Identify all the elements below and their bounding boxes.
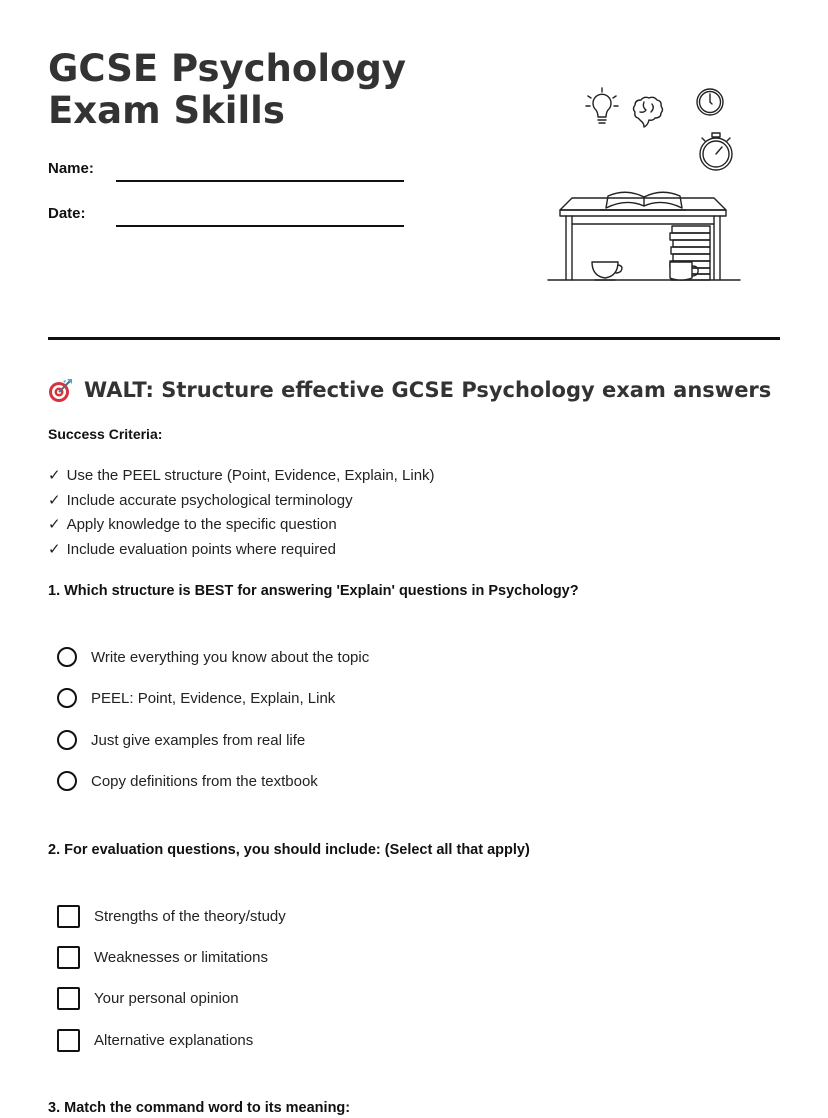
checkmark-icon: ✓: [48, 467, 61, 484]
lightbulb-icon: [586, 88, 618, 123]
criteria-item: ✓ Use the PEEL structure (Point, Evidence, Explain, Link): [48, 467, 435, 484]
q1-option-4[interactable]: Copy definitions from the textbook: [57, 768, 318, 794]
coffee-mug-icon: [670, 262, 698, 280]
success-criteria-title: Success Criteria:: [48, 426, 163, 442]
walt-heading: [48, 374, 771, 406]
study-desk-illustration: [540, 84, 750, 284]
worksheet-title: GCSE Psychology Exam Skills: [48, 47, 407, 132]
desk-icon: [548, 198, 740, 280]
question-1-text: 1. Which structure is BEST for answering 'Explain' questions in Psychology?: [48, 583, 579, 599]
checkmark-icon: ✓: [48, 516, 61, 534]
section-divider: [48, 337, 780, 340]
clock-icon: [697, 89, 723, 115]
brain-icon: [634, 97, 663, 127]
radio-button[interactable]: [57, 771, 77, 791]
criteria-item: ✓ Apply knowledge to the specific question: [48, 516, 337, 534]
walt-text: WALT: Structure effective GCSE Psychology exam answers: [84, 378, 772, 402]
criteria-item: ✓ Include accurate psychological terminology: [48, 491, 353, 509]
teacup-icon: [592, 262, 622, 280]
question-2-text: 2. For evaluation questions, you should include: (Select all that apply): [48, 842, 530, 858]
checkbox[interactable]: [57, 987, 80, 1010]
q2-option-2[interactable]: Weaknesses or limitations: [57, 944, 268, 970]
checkbox[interactable]: [57, 905, 80, 928]
date-label: Date:: [48, 205, 86, 222]
criteria-item: ✓ Include evaluation points where required: [48, 541, 336, 559]
stopwatch-icon: [700, 133, 732, 170]
checkmark-icon: ✓: [48, 541, 61, 559]
q2-option-1[interactable]: Strengths of the theory/study: [57, 903, 286, 929]
checkbox[interactable]: [57, 946, 80, 969]
checkbox[interactable]: [57, 1029, 80, 1052]
q1-option-1[interactable]: Write everything you know about the topic: [57, 644, 369, 670]
name-label: Name:: [48, 160, 94, 177]
date-line[interactable]: [116, 225, 404, 227]
radio-button[interactable]: [57, 647, 77, 667]
q1-option-3[interactable]: Just give examples from real life: [57, 727, 305, 753]
checkmark-icon: ✓: [48, 491, 61, 509]
success-criteria-list: [48, 464, 435, 563]
q2-option-4[interactable]: Alternative explanations: [57, 1027, 253, 1053]
q1-option-2[interactable]: PEEL: Point, Evidence, Explain, Link: [57, 685, 335, 711]
radio-button[interactable]: [57, 730, 77, 750]
q2-option-3[interactable]: Your personal opinion: [57, 985, 239, 1011]
name-line[interactable]: [116, 180, 404, 182]
radio-button[interactable]: [57, 688, 77, 708]
target-icon: [48, 377, 74, 403]
question-3-text: 3. Match the command word to its meaning:: [48, 1100, 351, 1116]
open-book-icon: [600, 192, 686, 210]
